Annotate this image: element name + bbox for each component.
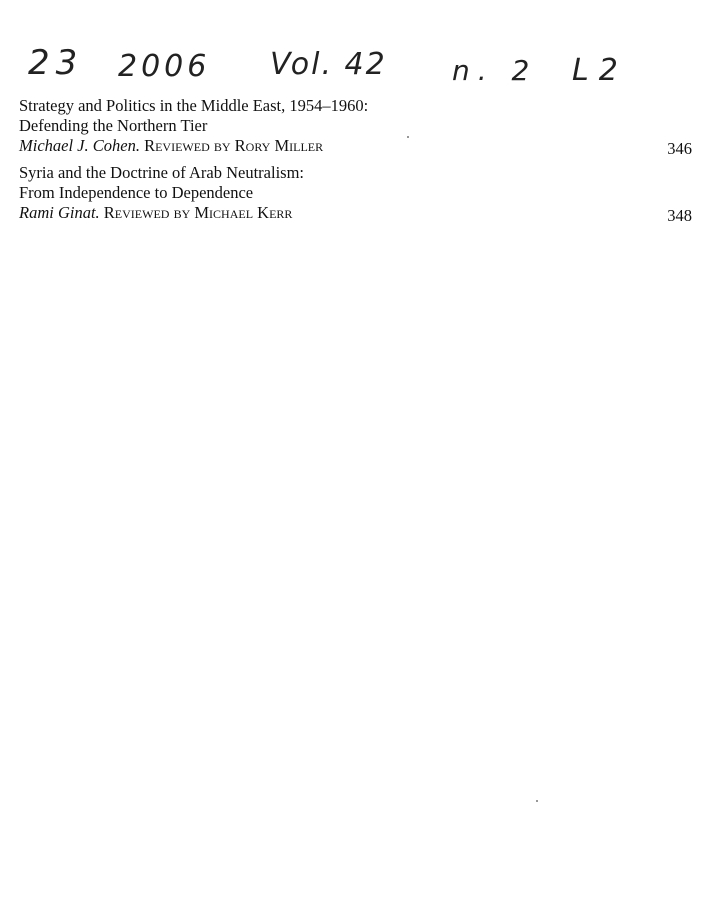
page-number: 346 <box>667 139 692 158</box>
scan-speck <box>536 800 538 802</box>
byline <box>19 203 692 223</box>
handwritten-annotation <box>0 30 717 100</box>
handwritten-part-3: Vol. 42 <box>270 47 387 82</box>
scan-speck <box>407 136 409 138</box>
handwritten-part-2: 2006 <box>118 49 211 84</box>
reviewer: Reviewed by Rory Miller <box>144 136 324 155</box>
book-title-line: Strategy and Politics in the Middle East, 1954–1960: <box>19 96 369 115</box>
page-number: 348 <box>667 206 692 225</box>
byline <box>19 136 692 156</box>
handwritten-part-4: n. 2 <box>452 54 538 87</box>
book-title-line: Defending the Northern Tier <box>19 116 208 135</box>
review-list <box>19 96 692 230</box>
reviewer: Reviewed by Michael Kerr <box>103 203 293 222</box>
review-entry <box>19 163 692 223</box>
handwritten-part-5: L2 <box>572 53 628 88</box>
handwritten-annotation-drawing <box>0 30 717 100</box>
book-title-line: From Independence to Dependence <box>19 183 254 202</box>
book-author: Michael J. Cohen. <box>19 136 140 155</box>
book-title-line: Syria and the Doctrine of Arab Neutralism: <box>19 163 305 182</box>
book-author: Rami Ginat. <box>19 203 100 222</box>
review-entry <box>19 96 692 156</box>
handwritten-part-1: 23 <box>28 43 84 83</box>
